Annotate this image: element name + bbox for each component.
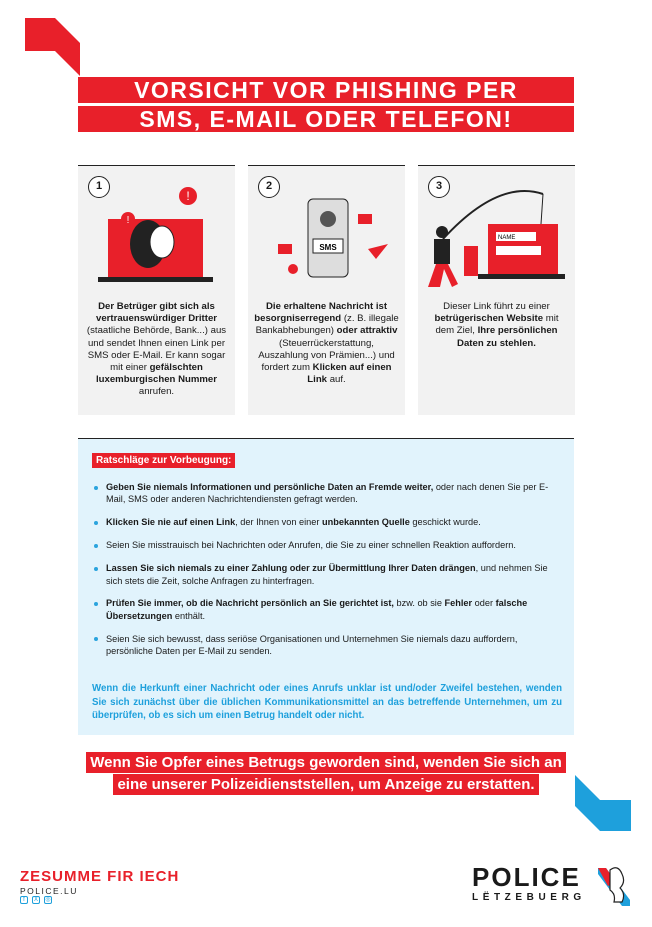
- fishing-login-laptop-icon: [428, 184, 565, 289]
- step-card-1: [78, 165, 235, 415]
- svg-text:!: !: [186, 189, 190, 203]
- bold-text: Fehler: [444, 598, 473, 609]
- text: Dieser Link führt zu einer: [443, 301, 550, 312]
- phone-sms-icon: [258, 184, 395, 289]
- slogan: ZESUMME FIR IECH: [20, 868, 180, 885]
- logo-police: POLICE: [472, 862, 581, 892]
- bold-text: oder attraktiv: [336, 325, 398, 337]
- text: , und nehmen Sie sich stets die Zeit, solche Anfragen zu hinterfragen.: [106, 563, 548, 586]
- step-description: [424, 301, 569, 350]
- text: bzw. ob sie: [393, 598, 445, 609]
- logo-letzebuerg: LËTZEBUERG: [472, 892, 586, 903]
- text: enthält.: [172, 610, 206, 621]
- text: oder nach denen Sie per E-Mail, SMS oder anderen Nachrichtendiensten gefragt werden.: [106, 482, 549, 505]
- advice-heading: Ratschläge zur Vorbeugung:: [92, 453, 235, 468]
- bold-text: unbekannten Quelle: [322, 517, 410, 528]
- advice-item: [92, 481, 562, 506]
- website-link[interactable]: POLICE.LU: [20, 886, 78, 896]
- step-number: 3: [428, 176, 450, 198]
- victim-callout: [0, 752, 652, 795]
- text: , der Ihnen von einer: [235, 517, 323, 528]
- text: (Steuerrückerstattung, Auszahlung von Prämien...) und fordert zum: [258, 337, 395, 374]
- x-icon[interactable]: X: [33, 897, 38, 903]
- step-number: 2: [258, 176, 280, 198]
- step-card-3: [418, 165, 575, 415]
- bold-text: Lassen Sie sich niemals zu einer Zahlung oder zur Übermittlung Ihrer Daten drängen: [106, 563, 476, 574]
- text: Seien Sie sich bewusst, dass seriöse Organisationen und Unternehmen Sie niemals dazu auffordern, persönliche Daten per E-Mail zu senden.: [106, 633, 518, 657]
- title-line-1: VORSICHT VOR PHISHING PER: [78, 77, 574, 103]
- bold-text: Die erhaltene Nachricht ist besorgniserregend: [254, 301, 388, 325]
- corner-red-arrow-icon: [25, 18, 80, 76]
- bold-text: falsche Übersetzungen: [106, 598, 528, 621]
- bold-text: gefälschten luxemburgischen Nummer: [95, 362, 218, 386]
- text: (z. B. illegale Bankabhebungen): [255, 313, 399, 337]
- bold-text: Ihre persönlichen Daten zu stehlen.: [457, 325, 558, 349]
- bold-text: Klicken auf einen Link: [307, 362, 392, 386]
- sms-label: SMS: [319, 243, 337, 252]
- instagram-icon[interactable]: ◎: [45, 897, 51, 903]
- bold-text: Klicken Sie nie auf einen Link: [106, 517, 236, 528]
- advice-item: [92, 516, 562, 528]
- lion-emblem-icon: [596, 864, 632, 906]
- advice-item: [92, 597, 562, 622]
- text: anrufen.: [138, 386, 175, 398]
- advice-list: [92, 481, 562, 668]
- callout-line-1: Wenn Sie Opfer eines Betrugs geworden sind, wenden Sie sich an: [86, 752, 566, 773]
- advice-box: [78, 438, 574, 735]
- step-description: [254, 301, 399, 386]
- advice-item: [92, 539, 562, 551]
- step-description: [84, 301, 229, 399]
- name-field-label: NAME: [498, 235, 516, 241]
- bold-text: Prüfen Sie immer, ob die Nachricht persönlich an Sie gerichtet ist,: [106, 598, 394, 609]
- text: (staatliche Behörde, Bank...) aus und sendet Ihnen einen Link per SMS oder E-Mail. Er kann sogar mit einer: [86, 325, 227, 374]
- step-card-2: [248, 165, 405, 415]
- facebook-icon[interactable]: f: [20, 896, 28, 904]
- advice-item: [92, 633, 562, 658]
- police-logo: [472, 864, 586, 903]
- title-line-2: SMS, E-MAIL ODER TELEFON!: [78, 106, 574, 132]
- text: Seien Sie misstrauisch bei Nachrichten oder Anrufen, die Sie zu einer schnellen Reaktion auffordern.: [106, 540, 516, 551]
- text: geschickt wurde.: [409, 517, 481, 528]
- callout-line-2: eine unserer Polizeidienststellen, um Anzeige zu erstatten.: [113, 774, 538, 795]
- text: mit dem Ziel,: [435, 313, 559, 337]
- scammer-mask-laptop-icon: [88, 184, 225, 289]
- bold-text: betrügerischen Website: [434, 313, 544, 325]
- social-links: [20, 896, 52, 904]
- bold-text: Der Betrüger gibt sich als vertrauenswürdiger Dritter: [95, 301, 218, 325]
- bold-text: Geben Sie niemals Informationen und persönliche Daten an Fremde weiter,: [106, 482, 434, 492]
- text: auf.: [327, 374, 346, 386]
- advice-note: Wenn die Herkunft einer Nachricht oder eines Anrufs unklar ist und/oder Zweifel bestehen, wenden Sie sich zunächst über die üblichen Kommunikationsmittel an das betreffende Unternehmen, um zu überprüfen, ob es sich um einen Betrug handelt oder nicht.: [92, 683, 562, 721]
- advice-item: [92, 562, 562, 587]
- svg-text:!: !: [126, 215, 130, 226]
- text: oder: [472, 598, 496, 609]
- step-number: 1: [88, 176, 110, 198]
